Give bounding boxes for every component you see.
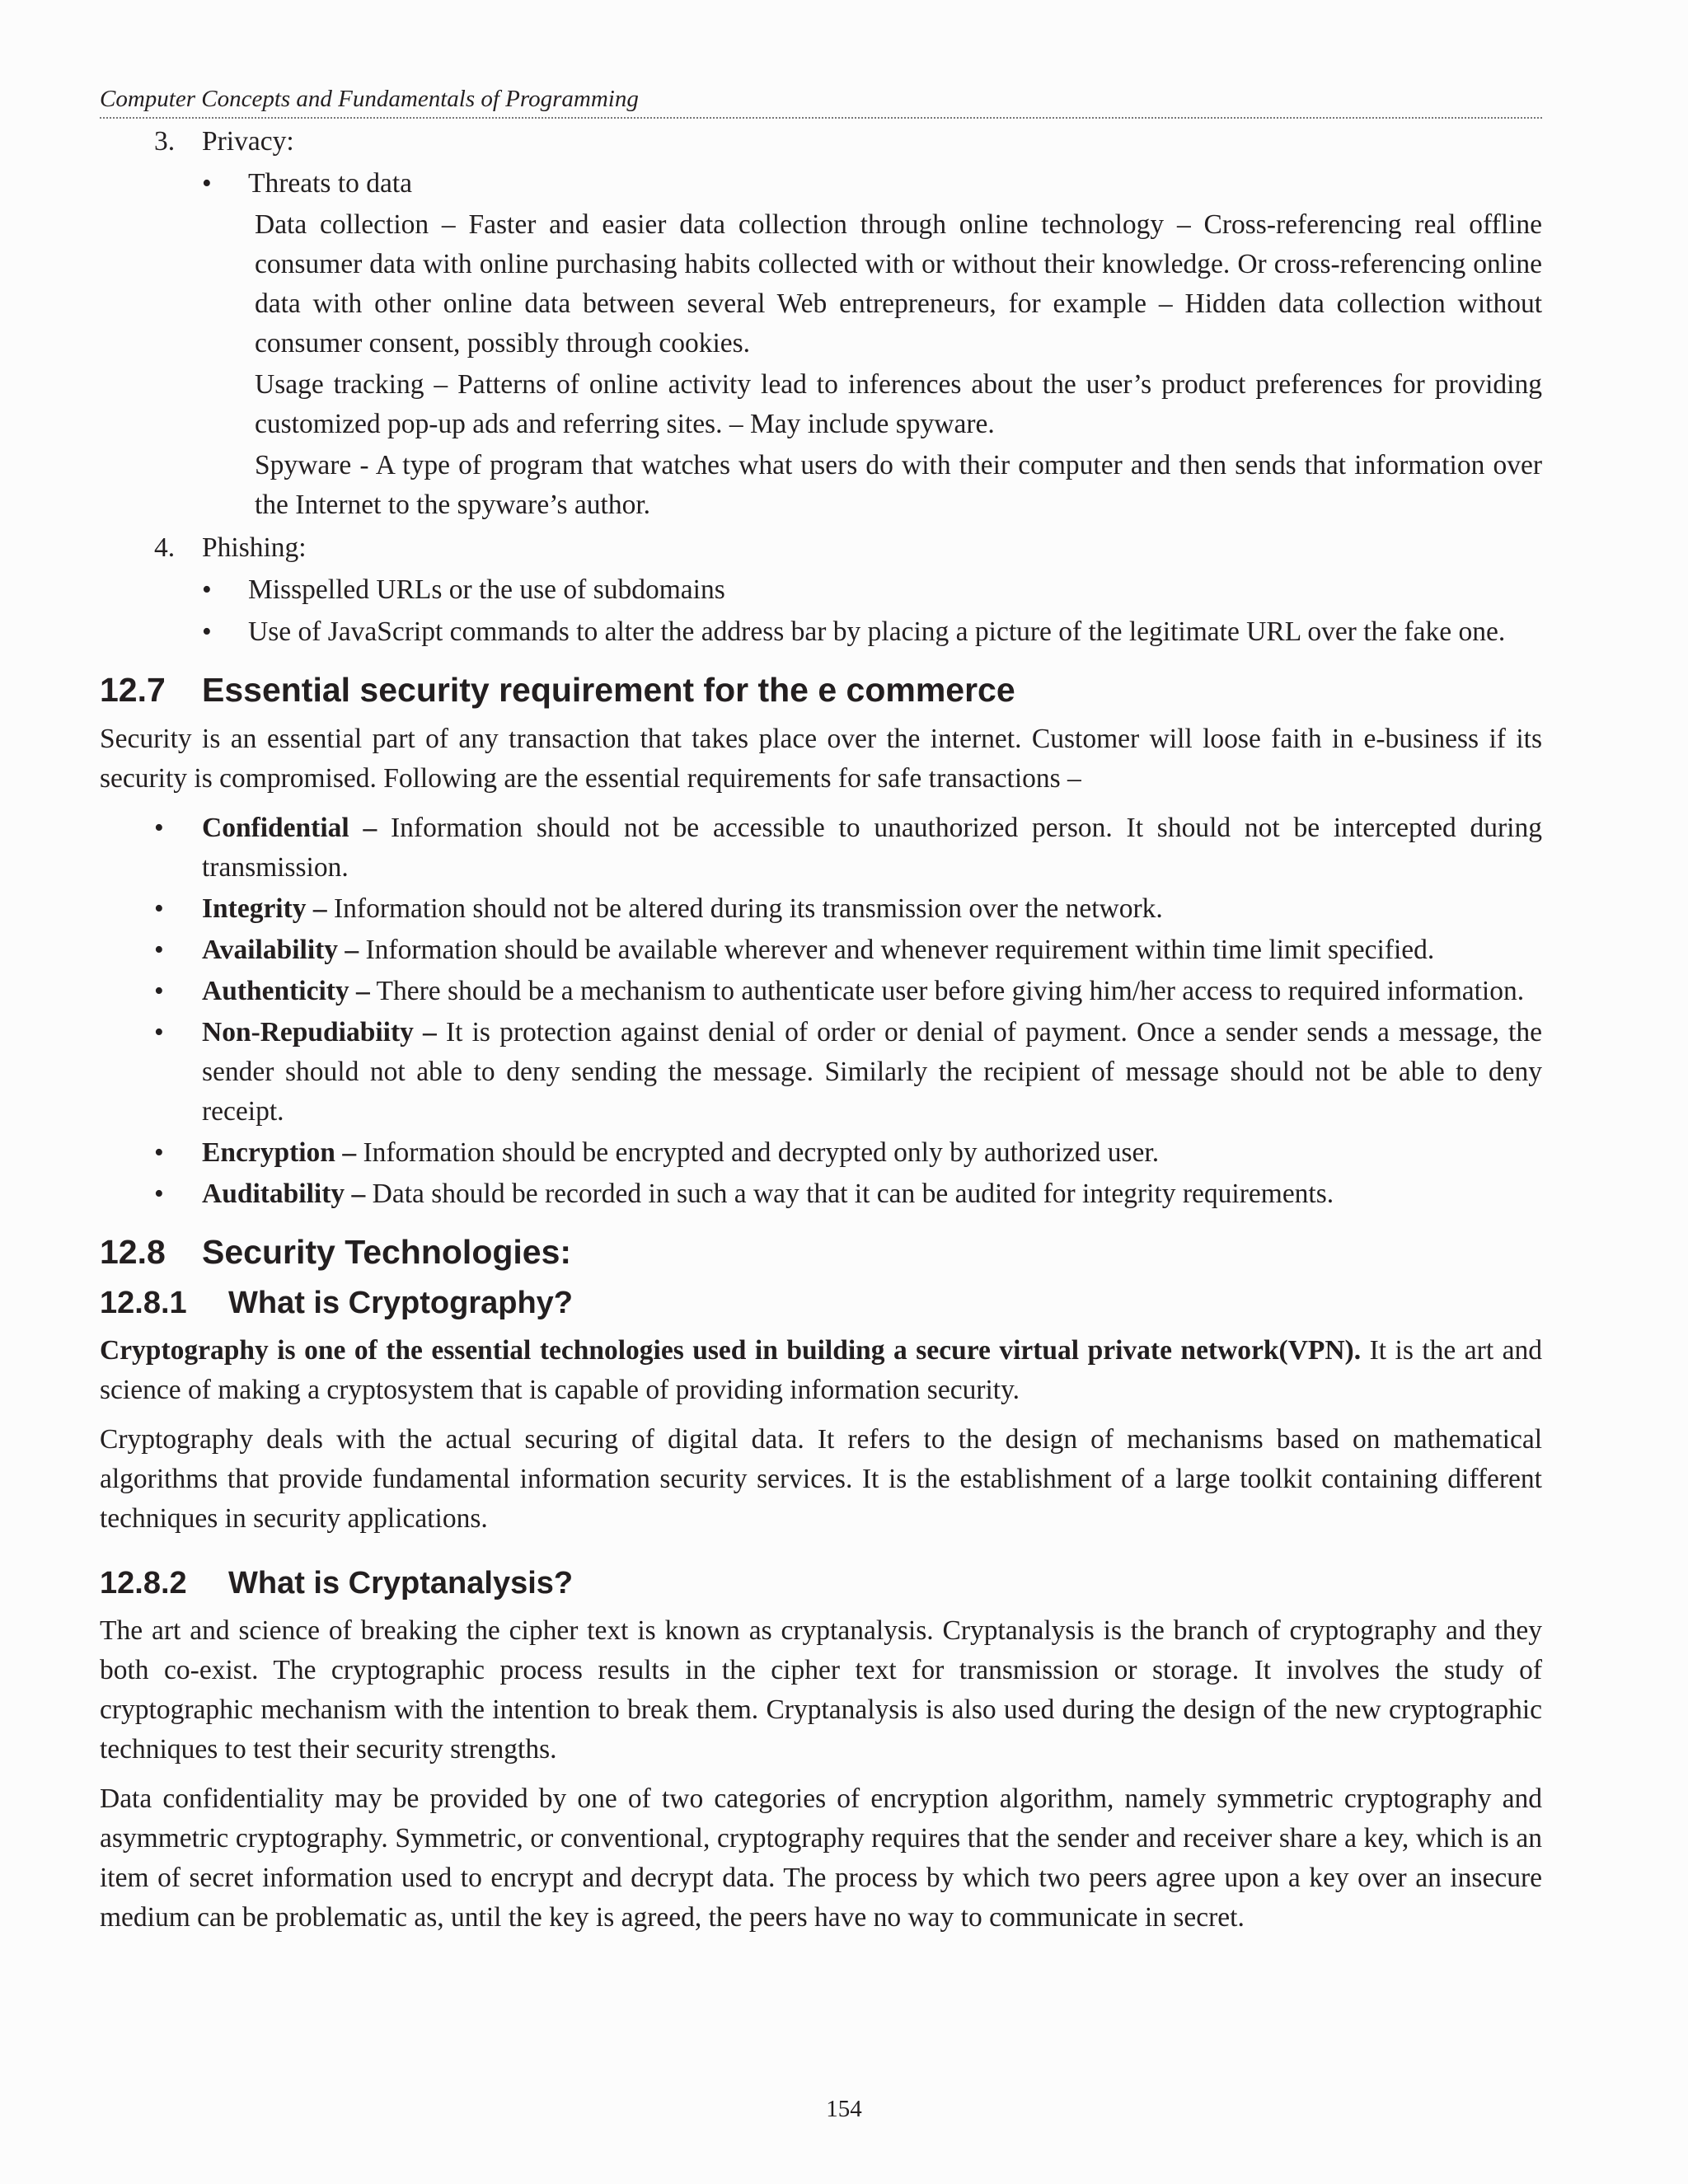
requirement-text: Information should not be accessible to unauthorized person. It should not be intercepted during transmission. bbox=[202, 813, 1542, 883]
bullet-icon: • bbox=[202, 574, 212, 605]
bullet-icon: • bbox=[202, 616, 212, 647]
page-number: 154 bbox=[826, 2096, 862, 2122]
requirement-text: Information should be encrypted and decrypted only by authorized user. bbox=[356, 1137, 1160, 1168]
bullet-icon: • bbox=[154, 1017, 164, 1047]
section-heading-12-8-2 bbox=[100, 1562, 1542, 1605]
numbered-item-privacy bbox=[100, 122, 1542, 162]
bullet-icon: • bbox=[154, 935, 164, 965]
bullet-icon: • bbox=[154, 813, 164, 843]
cryptography-paragraph-2: Cryptography deals with the actual securing of digital data. It refers to the design of mechanisms based on mathematical algorithms that provide fundamental information security services. It is the establishment of a large toolkit containing different techniques in security applications. bbox=[100, 1424, 1542, 1534]
list-item bbox=[100, 889, 1542, 929]
requirement-term: Authenticity – bbox=[202, 976, 370, 1006]
section-heading-12-7 bbox=[100, 667, 1542, 713]
list-item bbox=[100, 930, 1542, 970]
bullet-icon: • bbox=[154, 1179, 164, 1209]
cryptography-bold-lead: Cryptography is one of the essential technologies used in building a secure virtual private network(VPN). bbox=[100, 1335, 1362, 1366]
list-item bbox=[100, 808, 1542, 888]
section-number: 12.8 bbox=[100, 1233, 166, 1271]
section-12-7-intro: Security is an essential part of any transaction that takes place over the internet. Customer will loose faith in e-business if its security is compromised. Following are the essential requirements for safe transactions – bbox=[100, 724, 1542, 794]
bullet-text: Misspelled URLs or the use of subdomains bbox=[248, 574, 725, 605]
page bbox=[100, 82, 1542, 1947]
bullet-icon: • bbox=[154, 893, 164, 924]
cryptography-paragraph-1 bbox=[100, 1331, 1542, 1410]
bullet-icon: • bbox=[202, 168, 212, 199]
cryptography-rest: It is the art and science of making a cryptosystem that is capable of providing information security. bbox=[100, 1335, 1543, 1405]
list-item bbox=[100, 972, 1542, 1011]
requirement-text: Information should not be altered during its transmission over the network. bbox=[326, 893, 1163, 924]
requirement-text: Information should be available wherever and whenever requirement within time limit specified. bbox=[359, 935, 1435, 965]
requirement-term: Encryption – bbox=[202, 1137, 357, 1168]
list-item bbox=[100, 1133, 1542, 1173]
requirement-term: Integrity – bbox=[202, 893, 327, 924]
section-number: 12.8.1 bbox=[100, 1286, 187, 1320]
item-number: 4. bbox=[154, 532, 176, 563]
section-heading-12-8 bbox=[100, 1229, 1542, 1275]
section-number: 12.8.2 bbox=[100, 1566, 187, 1601]
requirement-text: Data should be recorded in such a way that it can be audited for integrity requirements. bbox=[365, 1179, 1334, 1209]
bullet-icon: • bbox=[154, 1137, 164, 1168]
section-title: What is Cryptanalysis? bbox=[228, 1566, 574, 1601]
requirement-term: Non-Repudiabiity – bbox=[202, 1017, 437, 1047]
numbered-item-phishing bbox=[100, 528, 1542, 568]
cryptanalysis-paragraph-2: Data confidentiality may be provided by one of two categories of encryption algorithm, namely symmetric cryptography and asymmetric cryptography. Symmetric, or conventional, cryptography requires that the sender and receiver share a key, which is an item of secret information used to encrypt and decrypt data. The process by which two peers agree upon a key over an insecure medium can be problematic as, until the key is agreed, the peers have no way to communicate in secret. bbox=[100, 1783, 1542, 1933]
bullet-threats-to-data bbox=[100, 164, 1542, 204]
item-title: Phishing: bbox=[202, 532, 307, 563]
section-title: Essential security requirement for the e commerce bbox=[202, 671, 1015, 709]
requirement-text: It is protection against denial of order or denial of payment. Once a sender sends a message, the sender should not able to deny sending the message. Similarly the recipient of message should not be able to deny receipt. bbox=[202, 1017, 1542, 1127]
cryptanalysis-paragraph-1: The art and science of breaking the cipher text is known as cryptanalysis. Cryptanalysis is the branch of cryptography and they both co-exist. The cryptographic process results in the cipher text for transmission or storage. It involves the study of cryptographic mechanism with the intention to break them. Cryptanalysis is also used during the design of the new cryptographic techniques to test their security strengths. bbox=[100, 1615, 1542, 1765]
requirements-list bbox=[100, 808, 1542, 1214]
usage-tracking-paragraph: Usage tracking – Patterns of online activity lead to inferences about the user’s product preferences for providing customized pop-up ads and referring sites. – May include spyware. bbox=[255, 369, 1542, 439]
running-header: Computer Concepts and Fundamentals of Programming bbox=[100, 82, 1542, 119]
list-item bbox=[100, 612, 1542, 652]
requirement-text: There should be a mechanism to authenticate user before giving him/her access to required information. bbox=[369, 976, 1525, 1006]
list-item bbox=[100, 570, 1542, 610]
section-heading-12-8-1 bbox=[100, 1282, 1542, 1324]
section-title: Security Technologies: bbox=[202, 1233, 572, 1271]
requirement-term: Confidential – bbox=[202, 813, 377, 843]
item-number: 3. bbox=[154, 126, 176, 157]
bullet-text: Threats to data bbox=[248, 168, 413, 199]
spyware-paragraph: Spyware - A type of program that watches what users do with their computer and then sends that information over the Internet to the spyware’s author. bbox=[255, 450, 1542, 520]
bullet-text: Use of JavaScript commands to alter the address bar by placing a picture of the legitimate URL over the fake one. bbox=[248, 616, 1506, 647]
requirement-term: Availability – bbox=[202, 935, 359, 965]
list-item bbox=[100, 1174, 1542, 1214]
section-title: What is Cryptography? bbox=[228, 1286, 574, 1320]
list-item bbox=[100, 1013, 1542, 1132]
requirement-term: Auditability – bbox=[202, 1179, 366, 1209]
data-collection-paragraph: Data collection – Faster and easier data collection through online technology – Cross-referencing real offline consumer data with online purchasing habits collected with or without their knowledge. Or cross-referencing online data with other online data between several Web entrepreneurs, for example – Hidden data collection without consumer consent, possibly through cookies. bbox=[255, 209, 1542, 359]
item-title: Privacy: bbox=[202, 126, 294, 157]
section-number: 12.7 bbox=[100, 671, 166, 709]
bullet-icon: • bbox=[154, 976, 164, 1006]
